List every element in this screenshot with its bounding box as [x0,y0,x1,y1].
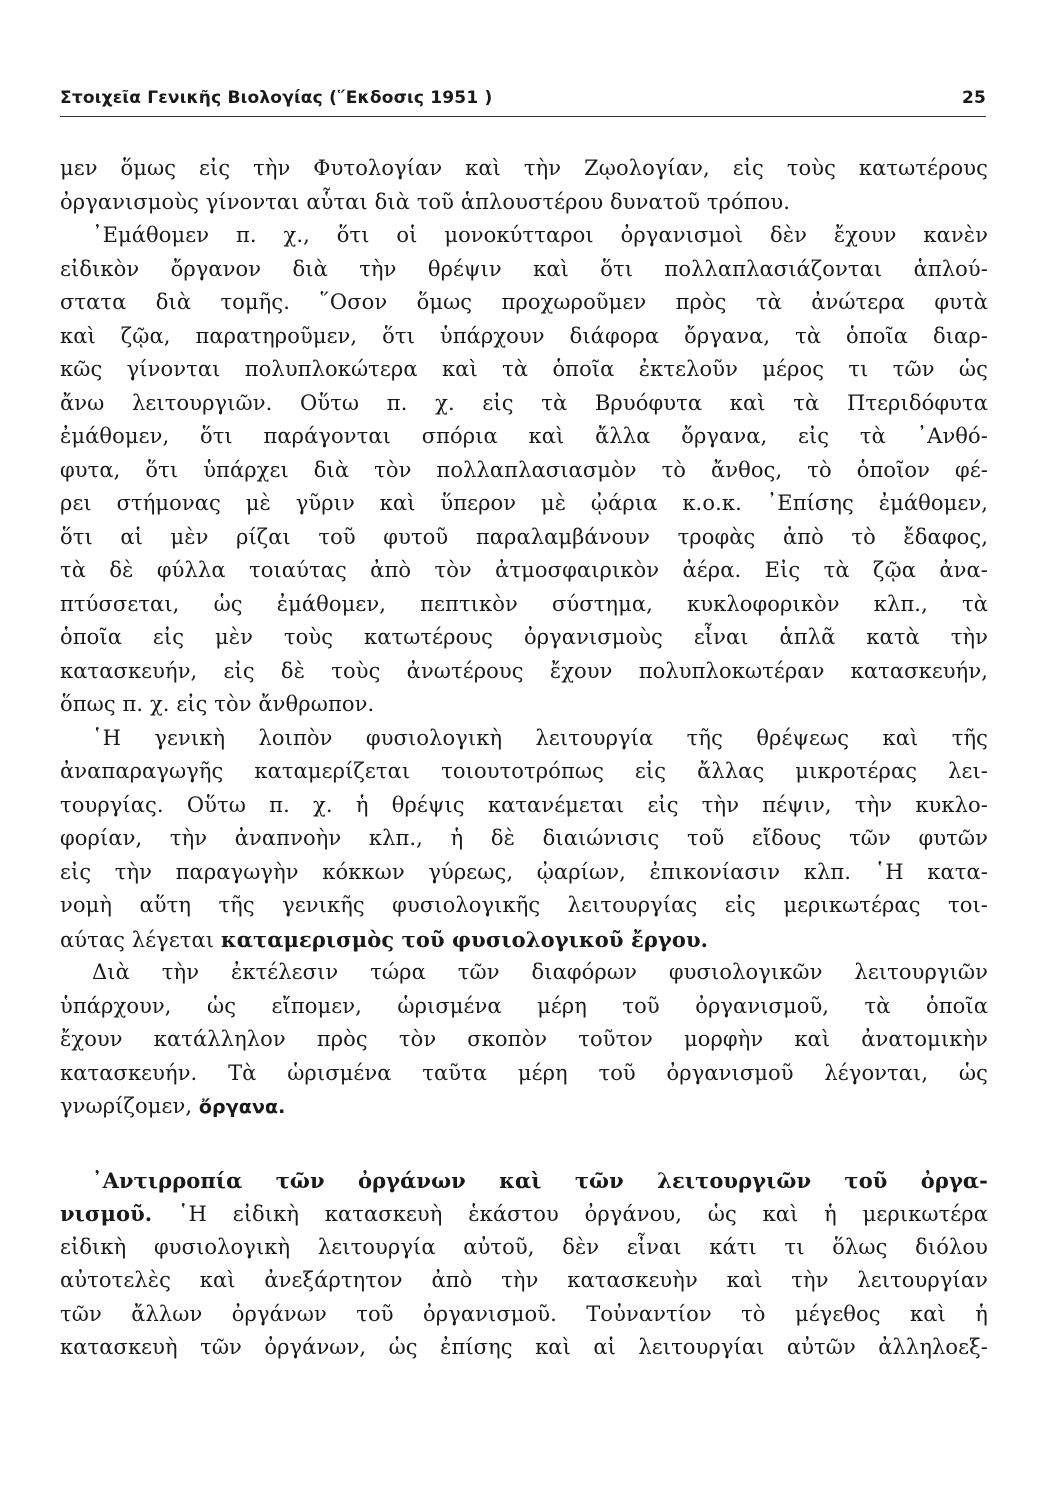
text-line: κατασκευήν, εἰς δὲ τοὺς ἀνωτέρους ἔχουν πολυπλοκωτέραν κατασκευήν, [60,658,988,683]
text-line: ἀναπαραγωγῆς καταμερίζεται τοιουτοτρόπως εἰς ἄλλας μικροτέρας λει- [60,759,988,783]
key-term: ὄργανα. [198,1096,286,1118]
text-line [60,1197,988,1231]
text-line: ῾Η γενικὴ λοιπὸν φυσιολογικὴ λειτουργία τῆς θρέψεως καὶ τῆς [92,725,988,750]
section-organ-balance [60,1164,988,1365]
section-gap [60,1124,988,1164]
page-number: 25 [961,88,986,108]
text-line: μεν ὅμως εἰς τὴν Φυτολογίαν καὶ τὴν Ζῳολογίαν, εἰς τοὺς κατωτέρους [60,156,988,180]
text-line: κατασκευὴ τῶν ὀργάνων, ὡς ἐπίσης καὶ αἱ λειτουργίαι αὐτῶν ἀλληλοεξ- [60,1335,988,1359]
section-heading-line [60,1164,988,1198]
text-line: Διὰ τὴν ἐκτέλεσιν τώρα τῶν διαφόρων φυσιολογικῶν λειτουργιῶν [92,960,988,984]
text-line: ᾿Εμάθομεν π. χ., ὅτι οἱ μονοκύτταροι ὀργανισμοὶ δὲν ἔχουν κανὲν [92,223,988,247]
text-line: αὐτοτελὲς καὶ ἀνεξάρτητον ἀπὸ τὴν κατασκευὴν καὶ τὴν λειτουργίαν [60,1268,988,1292]
text-line: ὅτι αἱ μὲν ρίζαι τοῦ φυτοῦ παραλαμβάνουν τροφὰς ἀπὸ τὸ ἔδαφος, [60,524,988,549]
text-line: ὀργανισμοὺς γίνονται αὗται διὰ τοῦ ἁπλουστέρου δυνατοῦ τρόπου. [60,189,791,214]
text-line: ἐμάθομεν, ὅτι παράγονται σπόρια καὶ ἄλλα ὄργανα, εἰς τὰ ᾿Ανθό- [60,424,988,448]
text-line: ὑπάρχουν, ὡς εἴπομεν, ὡρισμένα μέρη τοῦ ὀργανισμοῦ, τὰ ὁποῖα [60,993,988,1018]
text-line: φορίαν, τὴν ἀναπνοὴν κλπ., ἡ δὲ διαιώνισις τοῦ εἴδους τῶν φυτῶν [60,826,988,850]
text-line: φυτα, ὅτι ὑπάρχει διὰ τὸν πολλαπλασιασμὸν τὸ ἄνθος, τὸ ὁποῖον φέ- [60,457,988,482]
text-line: ρει στήμονας μὲ γῦριν καὶ ὕπερον μὲ ᾠάρια κ.ο.κ. ᾿Επίσης ἐμάθομεν, [60,491,988,515]
section-heading-end: νισμοῦ. [60,1201,153,1226]
key-term: καταμερισμὸς τοῦ φυσιολογικοῦ ἔργου. [220,926,709,952]
text-fragment: γνωρίζομεν, [60,1094,193,1118]
text-line: νομὴ αὕτη τῆς γενικῆς φυσιολογικῆς λειτουργίας εἰς μερικωτέρας τοι- [60,893,988,917]
text-line: ἔχουν κατάλληλον πρὸς τὸν σκοπὸν τοῦτον μορφὴν καὶ ἀνατομικὴν [60,1027,988,1051]
paragraph-2 [60,219,988,722]
book-title: Στοιχεῖα Γενικῆς Βιολογίας (῞Εκδοσις 1951 ) [60,88,493,108]
text-line: καὶ ζῷα, παρατηροῦμεν, ὅτι ὑπάρχουν διάφορα ὄργανα, τὰ ὁποῖα διαρ- [60,323,988,348]
text-line: ὁποῖα εἰς μὲν τοὺς κατωτέρους ὀργανισμοὺς εἶναι ἁπλᾶ κατὰ τὴν [60,625,988,649]
text-line: στατα διὰ τομῆς. ῞Οσον ὅμως προχωροῦμεν πρὸς τὰ ἀνώτερα φυτὰ [60,290,988,314]
text-line [60,1090,988,1124]
text-line: κατασκευήν. Τὰ ὡρισμένα ταῦτα μέρη τοῦ ὀργανισμοῦ λέγονται, ὡς [60,1060,988,1085]
paragraph-3 [60,722,988,957]
paragraph-1 [60,152,988,219]
text-fragment: αύτας λέγεται [60,927,215,952]
text-line: ἄνω λειτουργιῶν. Οὕτω π. χ. εἰς τὰ Βρυόφυτα καὶ τὰ Πτεριδόφυτα [60,390,988,415]
body-text [60,152,988,1365]
text-line [60,923,988,957]
text-line: τῶν ἄλλων ὀργάνων τοῦ ὀργανισμοῦ. Τοὐναντίον τὸ μέγεθος καὶ ἡ [60,1301,988,1326]
text-line: κῶς γίνονται πολυπλοκώτερα καὶ τὰ ὁποῖα ἐκτελοῦν μέρος τι τῶν ὡς [60,357,988,381]
text-line: εἰδικὸν ὄργανον διὰ τὴν θρέψιν καὶ ὅτι πολλαπλασιάζονται ἁπλού- [60,256,988,281]
section-heading: ᾿Αντιρροπία τῶν ὀργάνων καὶ τῶν λειτουργιῶν τοῦ ὀργα- [92,1167,988,1193]
text-fragment: ῾Η εἰδικὴ κατασκευὴ ἑκάστου ὀργάνου, ὡς καὶ ἡ μερικωτέρα [177,1202,988,1226]
running-header [60,88,986,117]
text-line: τουργίας. Οὕτω π. χ. ἡ θρέψις κατανέμεται εἰς τὴν πέψιν, τὴν κυκλο- [60,792,988,817]
paragraph-4 [60,956,988,1124]
text-line: τὰ δὲ φύλλα τοιαύτας ἀπὸ τὸν ἀτμοσφαιρικὸν ἀέρα. Εἰς τὰ ζῷα ἀνα- [60,558,988,582]
text-line: πτύσσεται, ὡς ἐμάθομεν, πεπτικὸν σύστημα, κυκλοφορικὸν κλπ., τὰ [60,591,988,616]
text-line: ὅπως π. χ. εἰς τὸν ἄνθρωπον. [60,692,375,716]
text-line: εἰς τὴν παραγωγὴν κόκκων γύρεως, ᾠαρίων, ἐπικονίασιν κλπ. ῾Η κατα- [60,859,988,884]
text-line: εἰδικὴ φυσιολογικὴ λειτουργία αὐτοῦ, δὲν εἶναι κάτι τι ὅλως διόλου [60,1234,988,1259]
